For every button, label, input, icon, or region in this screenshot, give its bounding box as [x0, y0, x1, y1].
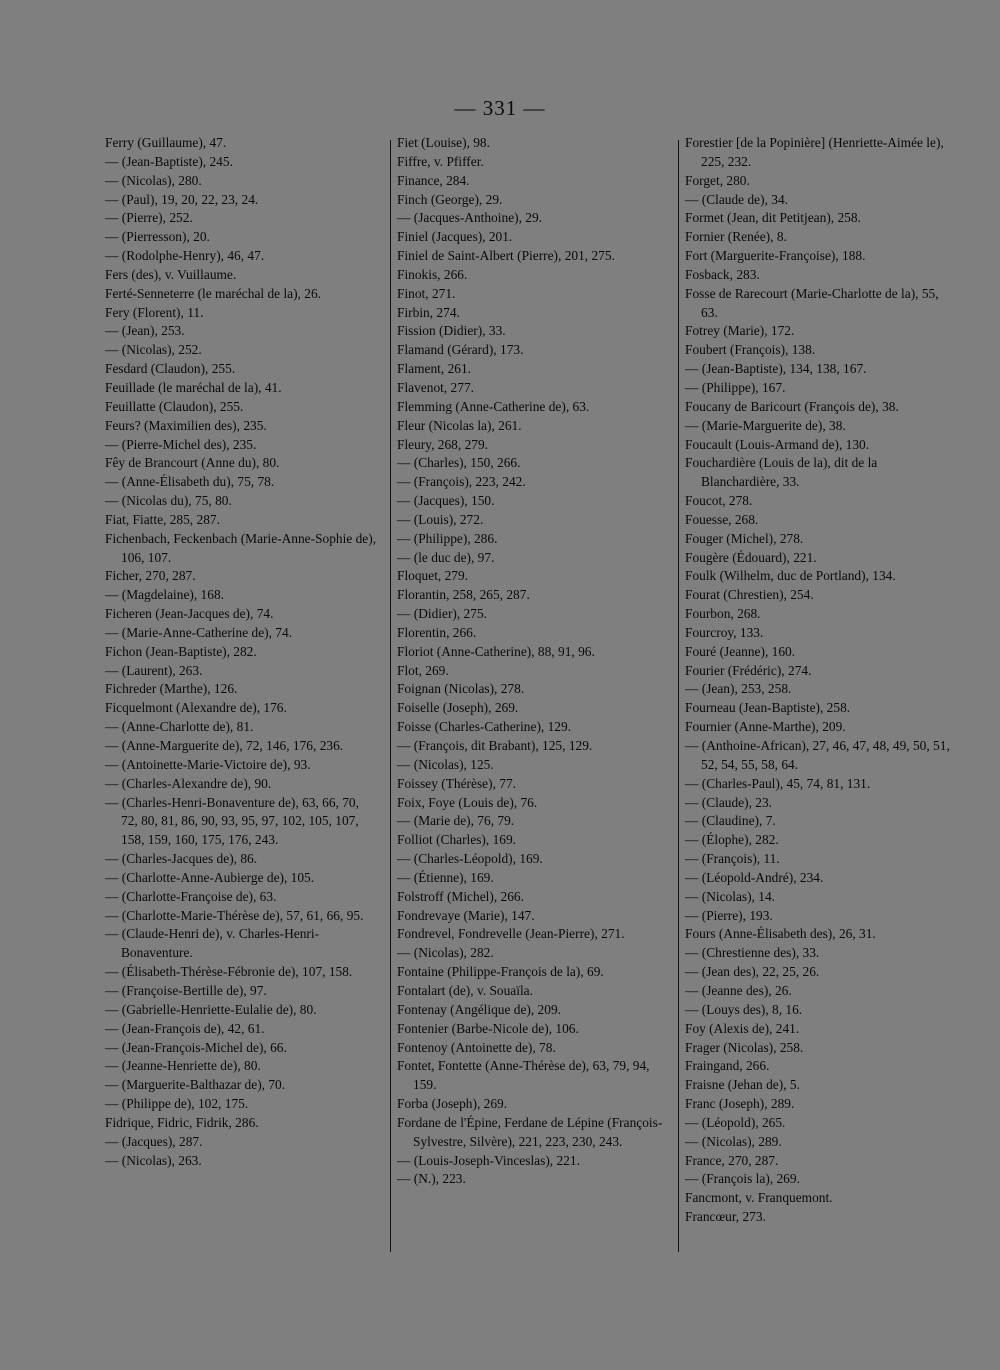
index-entry: Fontaine (Philippe-François de la), 69. — [397, 964, 604, 980]
index-entry: — (Jean-François-Michel de), 66. — [105, 1039, 287, 1055]
index-entry: Fort (Marguerite-Françoise), 188. — [685, 248, 866, 264]
column-divider — [678, 140, 679, 1252]
index-entry: Frager (Nicolas), 258. — [685, 1039, 804, 1055]
index-entry: — (Jacques-Anthoine), 29. — [397, 210, 543, 226]
index-entry: Fourat (Chrestien), 254. — [685, 587, 814, 603]
index-entry: Fondrevel, Fondrevelle (Jean-Pierre), 271. — [397, 926, 625, 942]
index-entry: — (Rodolphe-Henry), 46, 47. — [105, 248, 265, 264]
index-entry: — (Louis), 272. — [397, 511, 484, 527]
index-entry: Forestier [de la Popinière] (Henriette-Aimée le), 225, 232. — [685, 135, 944, 169]
index-entry: — (Louis-Joseph-Vinceslas), 221. — [397, 1152, 580, 1168]
index-entry: Feuillatte (Claudon), 255. — [105, 398, 244, 414]
index-entry: — (Jeanne des), 26. — [685, 982, 792, 998]
index-entry: Fleury, 268, 279. — [397, 436, 489, 452]
index-entry: Fordane de l'Épine, Ferdane de Lépine (François-Sylvestre, Silvère), 221, 223, 230, 243. — [397, 1114, 663, 1149]
index-entry: Fondrevaye (Marie), 147. — [397, 907, 535, 923]
index-entry: — (Magdelaine), 168. — [105, 587, 224, 603]
index-entry: Foulk (Wilhelm, duc de Portland), 134. — [685, 568, 896, 584]
index-entry: Franc (Joseph), 289. — [685, 1096, 795, 1112]
index-entry: Floquet, 279. — [397, 568, 469, 584]
index-entry: — (Nicolas), 289. — [685, 1133, 782, 1149]
index-entry: — (Charles), 150, 266. — [397, 455, 521, 471]
index-entry: — (Léopold), 265. — [685, 1114, 786, 1130]
index-entry: Ferry (Guillaume), 47. — [105, 135, 227, 150]
index-entry: — (Marie de), 76, 79. — [397, 813, 515, 829]
index-entry: — (Jean-François de), 42, 61. — [105, 1020, 265, 1036]
index-entry: Foy (Alexis de), 241. — [685, 1020, 800, 1036]
index-entry: Finiel (Jacques), 201. — [397, 229, 513, 245]
index-entry: Foubert (François), 138. — [685, 342, 816, 358]
index-entry: Fraisne (Jehan de), 5. — [685, 1077, 800, 1093]
index-entry: — (Nicolas), 280. — [105, 172, 202, 188]
index-entry: Finance, 284. — [397, 172, 470, 188]
index-entry: — (François, dit Brabant), 125, 129. — [397, 738, 593, 753]
index-entry: — (Anne-Marguerite de), 72, 146, 176, 236. — [105, 738, 344, 753]
index-entry: — (Nicolas), 125. — [397, 756, 494, 772]
index-entry: Fournier (Anne-Marthe), 209. — [685, 719, 846, 735]
index-entry: France, 270, 287. — [685, 1152, 779, 1168]
index-entry: Fougère (Édouard), 221. — [685, 549, 817, 565]
index-entry: Florantin, 258, 265, 287. — [397, 587, 530, 603]
index-entry: — (Élophe), 282. — [685, 832, 779, 848]
index-entry: — (Chrestienne des), 33. — [685, 945, 820, 961]
index-entry: — (le duc de), 97. — [397, 549, 495, 565]
index-entry: — (Pierre-Michel des), 235. — [105, 436, 257, 452]
index-entry: Flot, 269. — [397, 662, 449, 678]
index-entry: Foix, Foye (Louis de), 76. — [397, 794, 538, 810]
index-entry: Fotrey (Marie), 172. — [685, 323, 795, 339]
index-entry: — (Didier), 275. — [397, 606, 487, 622]
index-entry: — (Élisabeth-Thérèse-Fébronie de), 107, 158. — [105, 964, 353, 980]
index-entry: — (Claudine), 7. — [685, 813, 776, 829]
index-entry: Feuillade (le maréchal de la), 41. — [105, 379, 282, 395]
index-entry: — (Marguerite-Balthazar de), 70. — [105, 1077, 286, 1093]
index-entry: Fontenay (Angélique de), 209. — [397, 1001, 561, 1017]
index-entry: Finiel de Saint-Albert (Pierre), 201, 275. — [397, 248, 615, 264]
index-entry: — (Claude-Henri de), v. Charles-Henri-Bonaventure. — [105, 926, 320, 961]
index-entry: Ferté-Senneterre (le maréchal de la), 26. — [105, 285, 321, 301]
index-entry: — (Charlotte-Françoise de), 63. — [105, 888, 277, 904]
index-entry: — (Jean-Baptiste), 134, 138, 167. — [685, 361, 867, 377]
index-column-2 — [397, 134, 667, 1189]
index-entry: — (Laurent), 263. — [105, 662, 203, 678]
page-number: — 331 — — [454, 96, 546, 120]
index-entry: Flamand (Gérard), 173. — [397, 342, 524, 358]
index-entry: Fourcroy, 133. — [685, 624, 764, 640]
index-entry: Fontenoy (Antoinette de), 78. — [397, 1039, 556, 1055]
index-entry: Fouré (Jeanne), 160. — [685, 643, 796, 659]
index-entry: Finot, 271. — [397, 285, 456, 301]
index-entry: Fontalart (de), v. Souaïla. — [397, 982, 533, 998]
index-entry: — (Gabrielle-Henriette-Eulalie de), 80. — [105, 1001, 317, 1017]
index-entry: Fouesse, 268. — [685, 511, 759, 527]
index-entry: Fers (des), v. Vuillaume. — [105, 266, 237, 282]
index-entry: — (Charles-Jacques de), 86. — [105, 851, 258, 867]
index-entry: Flavenot, 277. — [397, 379, 474, 395]
index-entry: — (Nicolas), 14. — [685, 888, 775, 904]
index-entry: Folstroff (Michel), 266. — [397, 888, 524, 904]
index-entry: Foisse (Charles-Catherine), 129. — [397, 719, 572, 735]
index-entry: — (Nicolas), 282. — [397, 945, 494, 961]
index-entry: Finokis, 266. — [397, 266, 468, 282]
index-entry: — (Nicolas du), 75, 80. — [105, 493, 232, 509]
index-entry: — (Étienne), 169. — [397, 869, 494, 885]
index-entry: Foucot, 278. — [685, 493, 753, 509]
index-entry: Fiffre, v. Pfiffer. — [397, 153, 484, 169]
index-entry: — (Marie-Marguerite de), 38. — [685, 417, 846, 433]
index-entry: Fouger (Michel), 278. — [685, 530, 804, 546]
index-entry: — (Philippe de), 102, 175. — [105, 1096, 249, 1112]
index-entry: Ficheren (Jean-Jacques de), 74. — [105, 606, 274, 622]
index-entry: Foignan (Nicolas), 278. — [397, 681, 525, 697]
index-entry: — (Pierre), 193. — [685, 907, 773, 923]
index-entry: Fornier (Renée), 8. — [685, 229, 787, 245]
index-entry: Fiat, Fiatte, 285, 287. — [105, 511, 220, 527]
index-entry: — (Jean-Baptiste), 245. — [105, 153, 233, 169]
index-entry: Ficher, 270, 287. — [105, 568, 196, 584]
index-entry: — (Claude de), 34. — [685, 191, 789, 207]
index-entry: Fancmont, v. Franquemont. — [685, 1190, 833, 1206]
index-entry: Fontet, Fontette (Anne-Thérèse de), 63, 79, 94, 159. — [397, 1058, 650, 1093]
index-entry: Foucany de Baricourt (François de), 38. — [685, 398, 899, 414]
index-entry: Fourbon, 268. — [685, 606, 761, 622]
index-entry: — (Léopold-André), 234. — [685, 869, 824, 885]
index-entry: Fourier (Frédéric), 274. — [685, 662, 812, 678]
index-entry: Fouchardière (Louis de la), dit de la Blanchardière, 33. — [685, 455, 878, 490]
index-entry: — (Pierresson), 20. — [105, 229, 210, 245]
index-entry: — (Charlotte-Marie-Thérèse de), 57, 61, 66, 95. — [105, 907, 364, 923]
index-entry: Fichreder (Marthe), 126. — [105, 681, 238, 697]
index-entry: Floriot (Anne-Catherine), 88, 91, 96. — [397, 643, 595, 659]
index-entry: Fichon (Jean-Baptiste), 282. — [105, 643, 257, 659]
index-entry: — (Jacques), 287. — [105, 1133, 203, 1149]
index-entry: Fery (Florent), 11. — [105, 304, 204, 320]
index-entry: — (Nicolas), 252. — [105, 342, 202, 358]
index-entry: Fêy de Brancourt (Anne du), 80. — [105, 455, 280, 471]
index-entry: — (Jean des), 22, 25, 26. — [685, 964, 820, 980]
index-entry: — (N.), 223. — [397, 1171, 466, 1187]
index-entry: Fontenier (Barbe-Nicole de), 106. — [397, 1020, 579, 1036]
index-entry: Flament, 261. — [397, 361, 472, 377]
index-entry: — (Paul), 19, 20, 22, 23, 24. — [105, 191, 259, 207]
index-entry: — (François), 11. — [685, 851, 780, 867]
index-entry: Fiet (Louise), 98. — [397, 135, 490, 150]
index-entry: — (Jean), 253, 258. — [685, 681, 792, 697]
index-entry: — (Nicolas), 263. — [105, 1152, 202, 1168]
index-column-3 — [685, 134, 955, 1227]
index-entry: — (Françoise-Bertille de), 97. — [105, 982, 267, 998]
index-entry: Fourneau (Jean-Baptiste), 258. — [685, 700, 851, 716]
index-entry: Fraingand, 266. — [685, 1058, 770, 1074]
index-entry: Fosback, 283. — [685, 266, 760, 282]
index-entry: Fidrique, Fidric, Fidrik, 286. — [105, 1114, 259, 1130]
index-entry: Fission (Didier), 33. — [397, 323, 506, 339]
index-entry: — (Philippe), 286. — [397, 530, 498, 546]
index-entry: — (Charles-Paul), 45, 74, 81, 131. — [685, 775, 871, 791]
index-entry: — (Pierre), 252. — [105, 210, 193, 226]
index-entry: Ficquelmont (Alexandre de), 176. — [105, 700, 287, 716]
index-entry: — (Charles-Léopold), 169. — [397, 851, 543, 867]
index-entry: Feurs? (Maximilien des), 235. — [105, 417, 267, 433]
index-entry: — (Anne-Élisabeth du), 75, 78. — [105, 474, 275, 490]
index-entry: Foissey (Thérèse), 77. — [397, 775, 516, 791]
column-divider — [390, 140, 391, 1252]
index-entry: — (Philippe), 167. — [685, 379, 786, 395]
index-entry: — (Charlotte-Anne-Aubierge de), 105. — [105, 869, 315, 885]
index-entry: — (François), 223, 242. — [397, 474, 526, 490]
index-entry: — (Marie-Anne-Catherine de), 74. — [105, 624, 293, 640]
index-entry: Formet (Jean, dit Petitjean), 258. — [685, 210, 861, 226]
index-entry: — (Jean), 253. — [105, 323, 185, 339]
index-entry: Fesdard (Claudon), 255. — [105, 361, 236, 377]
index-entry: — (Jacques), 150. — [397, 493, 495, 509]
index-entry: Folliot (Charles), 169. — [397, 832, 517, 848]
index-entry: Fosse de Rarecourt (Marie-Charlotte de la), 55, 63. — [685, 285, 939, 320]
index-entry: Francœur, 273. — [685, 1209, 766, 1225]
index-column-1 — [105, 134, 377, 1170]
index-entry: Fichenbach, Feckenbach (Marie-Anne-Sophie de), 106, 107. — [105, 530, 377, 565]
index-entry: Fours (Anne-Élisabeth des), 26, 31. — [685, 926, 876, 942]
index-entry: Forba (Joseph), 269. — [397, 1096, 508, 1112]
index-entry: Fleur (Nicolas la), 261. — [397, 417, 522, 433]
index-entry: Firbin, 274. — [397, 304, 460, 320]
index-entry: — (Charles-Henri-Bonaventure de), 63, 66, 70, 72, 80, 81, 86, 90, 93, 95, 97, 102, 105, 107, 158, 159, 160, 175, 176, 243. — [105, 794, 359, 848]
index-entry: — (Antoinette-Marie-Victoire de), 93. — [105, 756, 311, 772]
index-entry: — (Jeanne-Henriette de), 80. — [105, 1058, 261, 1074]
index-entry: Foucault (Louis-Armand de), 130. — [685, 436, 870, 452]
index-entry: Foiselle (Joseph), 269. — [397, 700, 519, 716]
index-entry: — (Anne-Charlotte de), 81. — [105, 719, 254, 735]
index-entry: Florentin, 266. — [397, 624, 477, 640]
index-entry: Finch (George), 29. — [397, 191, 503, 207]
index-entry: — (Charles-Alexandre de), 90. — [105, 775, 272, 791]
index-entry: — (Anthoine-African), 27, 46, 47, 48, 49, 50, 51, 52, 54, 55, 58, 64. — [685, 738, 950, 772]
index-entry: — (Claude), 23. — [685, 794, 773, 810]
index-entry: — (François la), 269. — [685, 1171, 800, 1187]
index-entry: Forget, 280. — [685, 172, 750, 188]
index-entry: — (Louys des), 8, 16. — [685, 1001, 803, 1017]
index-entry: Flemming (Anne-Catherine de), 63. — [397, 398, 590, 414]
